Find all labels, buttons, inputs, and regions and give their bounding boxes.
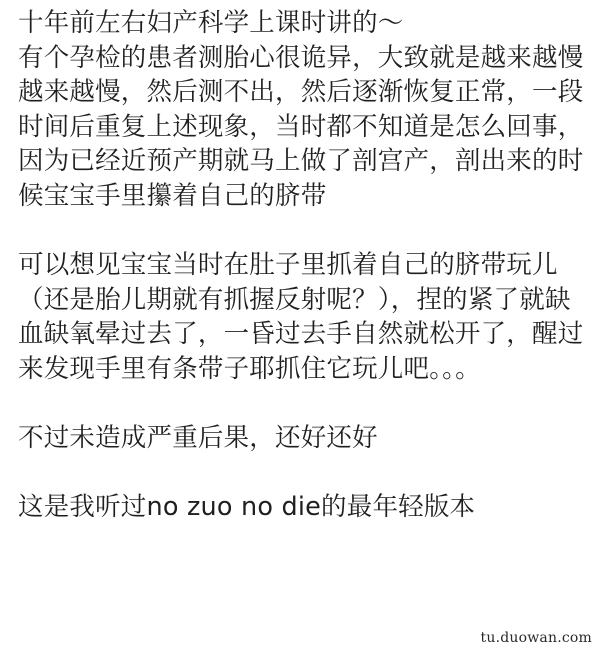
paragraph-spacer [18, 456, 588, 491]
post-paragraph-outcome: 不过未造成严重后果，还好还好 [18, 423, 378, 454]
post-paragraph-closing: 这是我听过no zuo no die的最年轻版本 [18, 492, 476, 523]
site-watermark: tu.duowan.com [480, 630, 592, 646]
paragraph-spacer [18, 214, 588, 249]
post-body [18, 6, 588, 525]
post-paragraph-story: 有个孕检的患者测胎心很诡异，大致就是越来越慢越来越慢，然后测不出，然后逐渐恢复正常，一段时间后重复上述现象，当时都不知道是怎么回事，因为已经近预产期就马上做了剖宫产，剖出来的时候宝宝手里攥着自己的脐带 [18, 42, 584, 211]
paragraph-spacer [18, 387, 588, 422]
post-paragraph-explanation: 可以想见宝宝当时在肚子里抓着自己的脐带玩儿（还是胎儿期就有抓握反射呢？），捏的紧了就缺血缺氧晕过去了，一昏过去手自然就松开了，醒过来发现手里有条带子耶抓住它玩儿吧。。。 [18, 250, 584, 384]
post-paragraph-intro: 十年前左右妇产科学上课时讲的～ [18, 8, 404, 38]
